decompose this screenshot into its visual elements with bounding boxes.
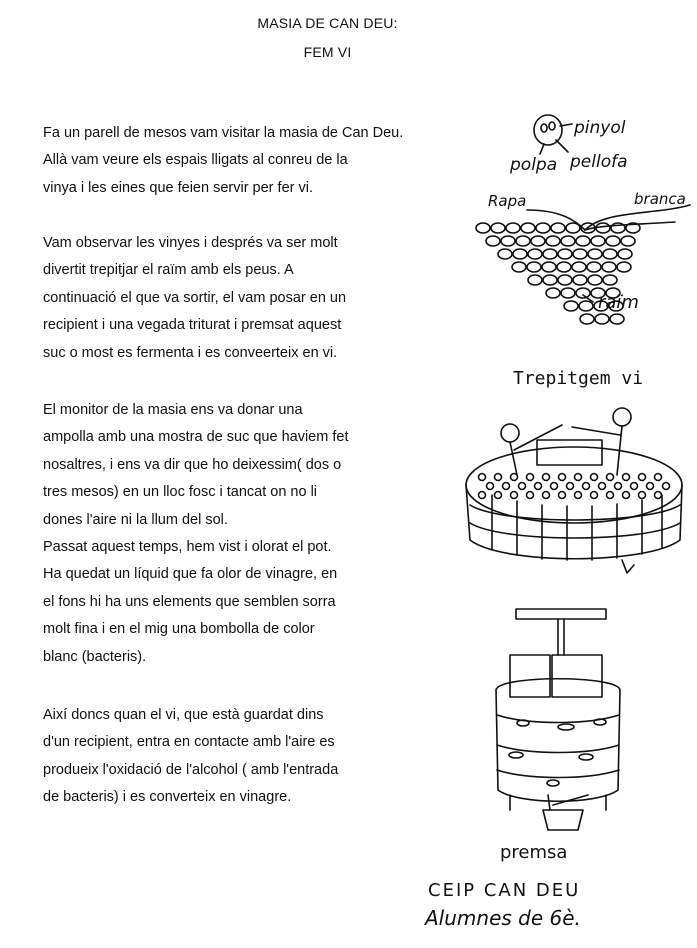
tub-grape [591, 474, 598, 481]
paragraph-1 [43, 125, 463, 207]
label-pellofa: pellofa [570, 152, 628, 172]
grape-oval [617, 262, 631, 272]
text-line: vinya i les eines que feien servir per fer vi. [43, 179, 313, 196]
grape-oval [486, 236, 500, 246]
text-line: suc o most es fermenta i es conveerteix en vi. [43, 344, 338, 361]
tub-grape [655, 492, 662, 499]
tub-grape [663, 483, 670, 490]
text-line: Allà vam veure els espais lligats al conreu de la [43, 152, 348, 169]
paragraph-3 [43, 402, 463, 676]
grape-oval [528, 249, 542, 259]
text-line: produeix l'oxidació de l'alcohol ( amb l'entrada [43, 761, 339, 778]
text-line: ampolla amb una mostra de suc que haviem fet [43, 429, 349, 446]
text-line: recipient i una vegada triturat i premsat aquest [43, 317, 342, 334]
grape-oval [476, 223, 490, 233]
grape-oval [621, 236, 635, 246]
tub-grape [559, 492, 566, 499]
tub-grape [519, 483, 526, 490]
grape-oval [572, 262, 586, 272]
text-line: de bacteris) i es converteix en vinagre. [43, 789, 292, 806]
grape-oval [543, 275, 557, 285]
grape-oval [536, 223, 550, 233]
tub-grape [623, 492, 630, 499]
label-raim: raïm [598, 292, 639, 313]
tub-grape [503, 483, 510, 490]
tub-grape [591, 492, 598, 499]
grape-oval [576, 236, 590, 246]
grape-oval [558, 275, 572, 285]
text-line: nosaltres, i ens va dir que ho deixessim( dos o [43, 456, 342, 473]
grape-oval [595, 314, 609, 324]
grape-oval [566, 223, 580, 233]
tub-grape [647, 483, 654, 490]
grape-oval [513, 249, 527, 259]
grape-oval [564, 301, 578, 311]
text-line: blanc (bacteris). [43, 648, 147, 665]
paragraph-2 [43, 235, 463, 372]
tub-grape [575, 474, 582, 481]
tub-grape [511, 492, 518, 499]
grape-oval [551, 223, 565, 233]
stomping-tub-drawing [462, 405, 687, 575]
grape-oval [546, 288, 560, 298]
tub-grape [599, 483, 606, 490]
document-subtitle: FEM VI [303, 44, 352, 60]
text-line: dones l'aire ni la llum del sol. [43, 511, 228, 528]
tub-grape [495, 492, 502, 499]
grape-oval [512, 262, 526, 272]
grape-oval [573, 275, 587, 285]
grape-oval [542, 262, 556, 272]
label-pinyol: pinyol [574, 118, 626, 138]
tub-grape [527, 474, 534, 481]
grape-oval [573, 249, 587, 259]
grape-cluster-drawing [465, 190, 695, 335]
text-line: Vam observar les vinyes i després va ser molt [43, 235, 338, 251]
grape-oval [576, 288, 590, 298]
grape-oval [528, 275, 542, 285]
label-polpa: polpa [510, 155, 558, 175]
signature-class: Alumnes de 6è. [425, 906, 581, 930]
grape-oval [543, 249, 557, 259]
label-rapa: Rapa [488, 192, 527, 210]
grape-oval [580, 314, 594, 324]
grape-oval [588, 275, 602, 285]
grape-oval [587, 262, 601, 272]
wine-press-drawing [488, 605, 628, 840]
grape-oval [516, 236, 530, 246]
text-line: Ha quedat un líquid que fa olor de vinagre, en [43, 566, 338, 583]
text-line: d'un recipient, entra en contacte amb l'aire es [43, 734, 335, 751]
text-line: divertit trepitjar el raïm amb els peus. A [43, 262, 294, 279]
text-line: continuació el que va sortir, el vam posar en un [43, 289, 347, 306]
grape-oval [531, 236, 545, 246]
tub-grape [615, 483, 622, 490]
tub-grape [639, 474, 646, 481]
text-line: Així doncs quan el vi, que està guardat dins [43, 707, 324, 723]
grape-oval [491, 223, 505, 233]
label-trepitgem: Trepitgem vi [513, 368, 644, 389]
grape-oval [611, 223, 625, 233]
grape-oval [603, 275, 617, 285]
tub-grape [487, 483, 494, 490]
grape-oval [561, 236, 575, 246]
grape-oval [506, 223, 520, 233]
text-line: tres mesos) en un lloc fosc i tancat on no li [43, 484, 318, 501]
tub-grape [567, 483, 574, 490]
grape-oval [501, 236, 515, 246]
grape-oval [610, 314, 624, 324]
tub-grape [559, 474, 566, 481]
text-line: El monitor de la masia ens va donar una [43, 402, 303, 418]
grape-oval [521, 223, 535, 233]
tub-grape [511, 474, 518, 481]
grape-oval [591, 236, 605, 246]
tub-grape [631, 483, 638, 490]
tub-grape [639, 492, 646, 499]
tub-grape [543, 492, 550, 499]
text-line: molt fina i en el mig una bombolla de color [43, 621, 315, 638]
grape-oval [498, 249, 512, 259]
tub-grape [575, 492, 582, 499]
tub-grape [623, 474, 630, 481]
grape-oval [579, 301, 593, 311]
grape-oval [602, 262, 616, 272]
grape-oval [561, 288, 575, 298]
tub-grape [479, 474, 486, 481]
document-title: MASIA DE CAN DEU: [257, 15, 398, 31]
paragraph-4 [43, 707, 463, 817]
tub-grape [607, 474, 614, 481]
text-line: el fons hi ha uns elements que semblen sorra [43, 593, 336, 610]
tub-grape [495, 474, 502, 481]
grape-oval [618, 249, 632, 259]
tub-grape [527, 492, 534, 499]
label-branca: branca [634, 190, 686, 208]
grape-oval [603, 249, 617, 259]
tub-grape [607, 492, 614, 499]
label-premsa: premsa [500, 842, 568, 863]
grape-oval [527, 262, 541, 272]
grape-oval [606, 236, 620, 246]
grape-oval [546, 236, 560, 246]
text-line: Passat aquest temps, hem vist i olorat el pot. [43, 538, 332, 555]
tub-grape [583, 483, 590, 490]
tub-grape [535, 483, 542, 490]
tub-grape [543, 474, 550, 481]
text-line: Fa un parell de mesos vam visitar la masia de Can Deu. [43, 125, 404, 141]
grape-oval [588, 249, 602, 259]
grape-oval [557, 262, 571, 272]
signature-school: CEIP CAN DEU [428, 880, 581, 901]
tub-grape [551, 483, 558, 490]
tub-grape [655, 474, 662, 481]
grape-oval [558, 249, 572, 259]
tub-grape [479, 492, 486, 499]
